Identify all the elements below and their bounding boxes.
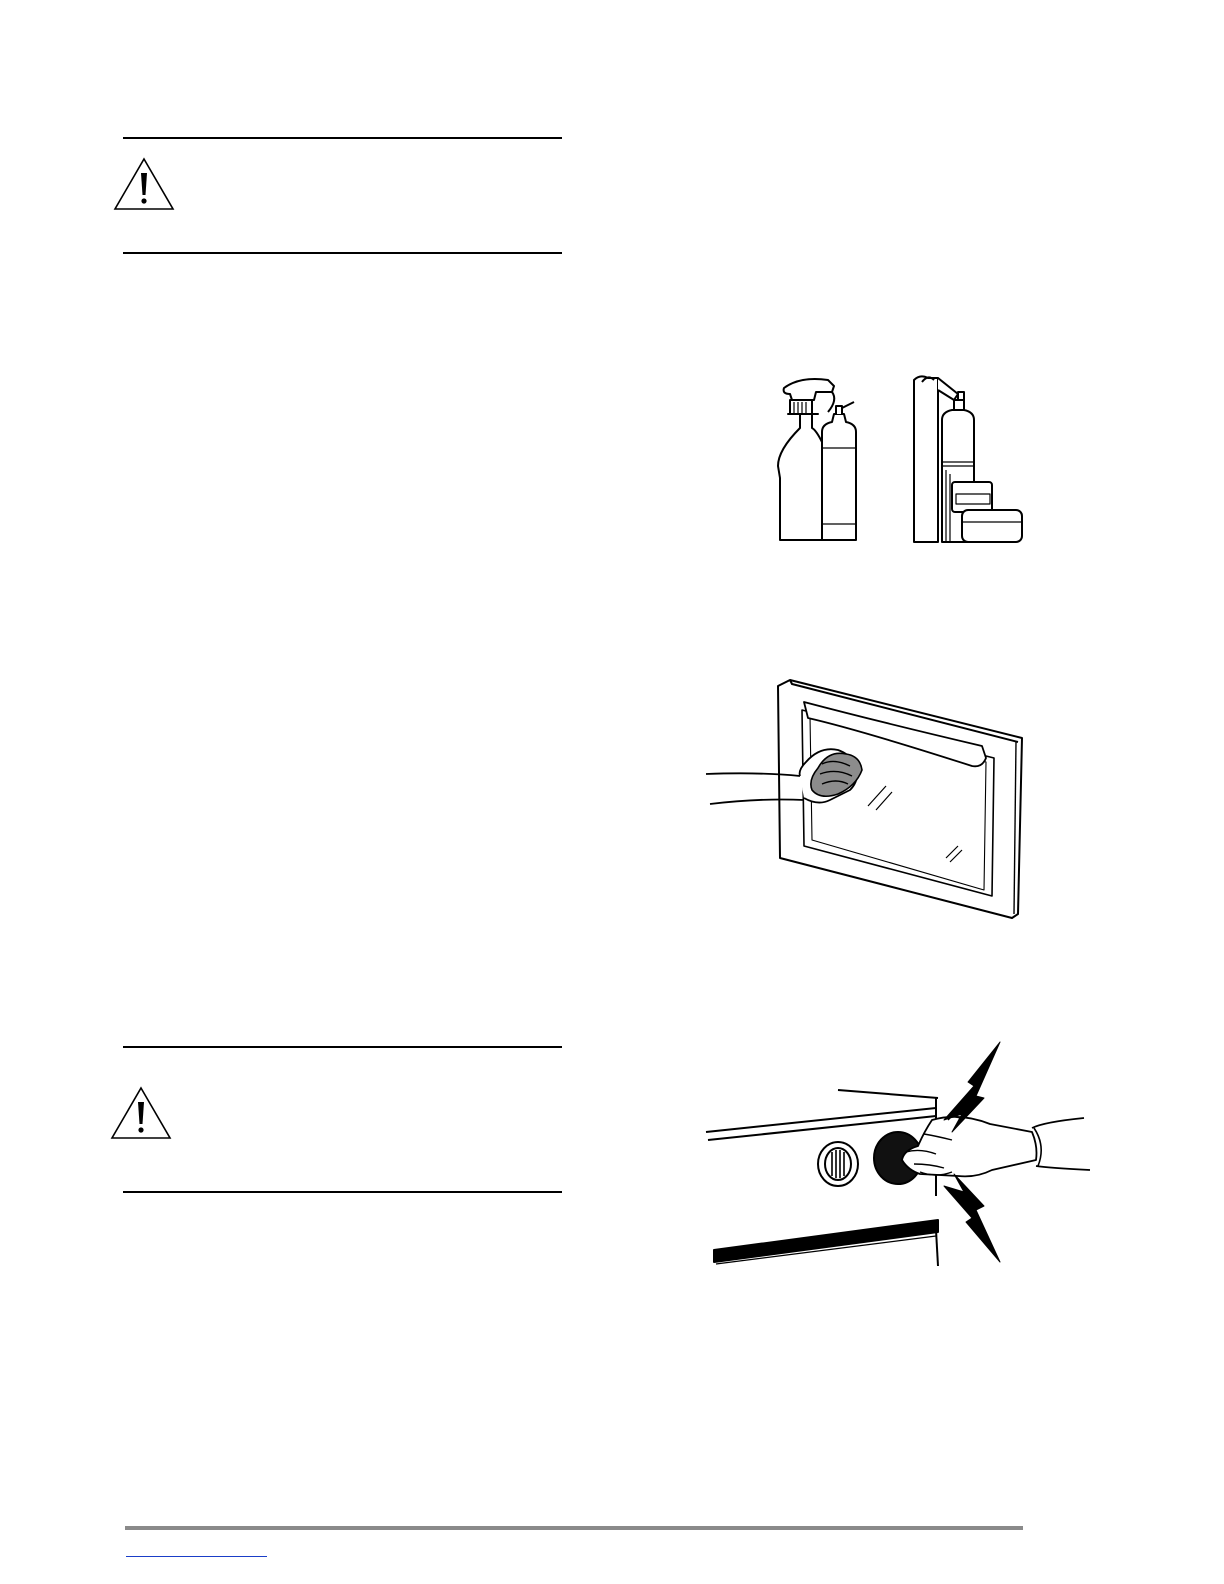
bottom-warning-rule-upper — [123, 1046, 562, 1048]
oven-door-cleaning-illustration — [700, 670, 1030, 925]
footer-rule — [125, 1526, 1023, 1530]
warning-triangle-icon — [113, 157, 175, 211]
top-warning-rule-upper — [123, 137, 562, 139]
top-warning-rule-lower — [123, 252, 562, 254]
control-panel-electric-shock-illustration — [700, 1036, 1100, 1272]
bottom-warning-rule-lower — [123, 1191, 562, 1193]
warning-triangle-icon — [110, 1086, 172, 1140]
cleaning-products-illustration — [770, 370, 1040, 550]
footer-link-underline[interactable] — [126, 1556, 267, 1557]
